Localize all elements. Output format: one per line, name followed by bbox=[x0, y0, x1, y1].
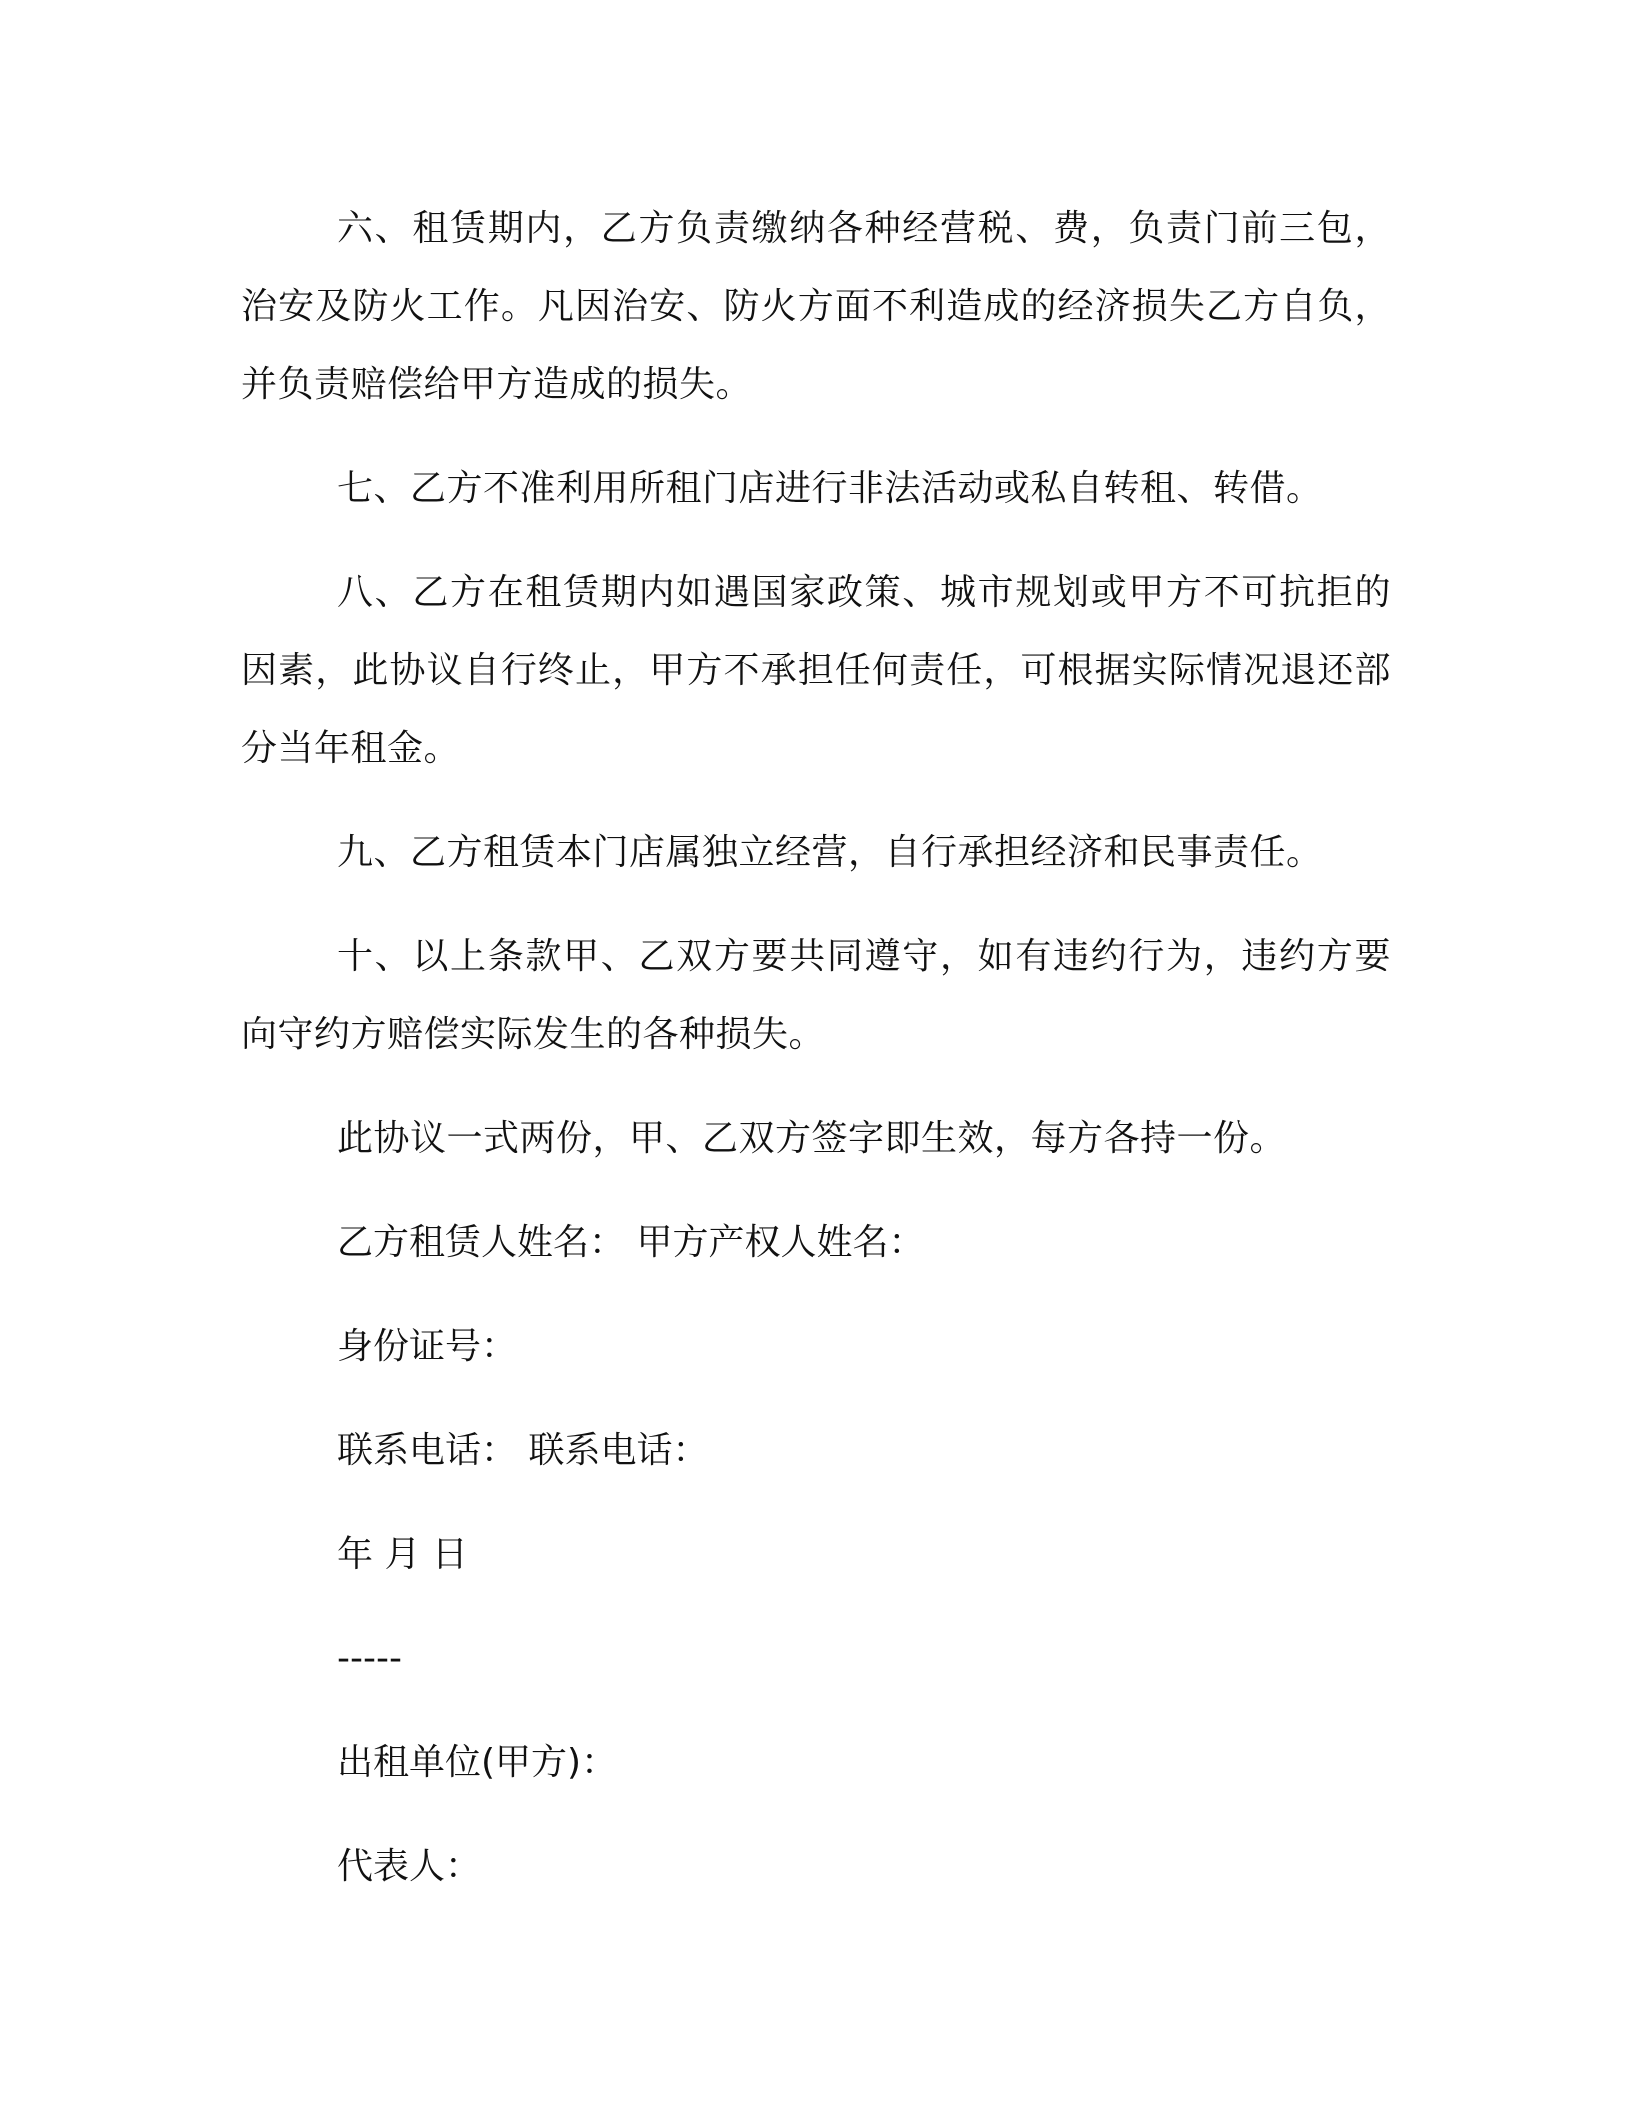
signature-names: 乙方租赁人姓名： 甲方产权人姓名： bbox=[337, 1222, 925, 1263]
signature-date: 年 月 日 bbox=[337, 1534, 468, 1575]
clause-7: 七、乙方不准利用所租门店进行非法活动或私自转租、转借。 bbox=[337, 468, 1323, 509]
signature-id-number: 身份证号： bbox=[337, 1326, 518, 1367]
clause-6: 六、租赁期内，乙方负责缴纳各种经营税、费，负责门前三包，治安及防火工作。凡因治安、防火方面不利造成的经济损失乙方自负，并负责赔偿给甲方造成的损失。 bbox=[241, 208, 1391, 405]
document-body bbox=[241, 190, 1391, 1932]
section-separator: ----- bbox=[337, 1638, 402, 1679]
representative: 代表人： bbox=[337, 1846, 482, 1887]
clause-8: 八、乙方在租赁期内如遇国家政策、城市规划或甲方不可抗拒的因素，此协议自行终止，甲方不承担任何责任，可根据实际情况退还部分当年租金。 bbox=[241, 572, 1391, 769]
signature-phones: 联系电话： 联系电话： bbox=[337, 1430, 709, 1471]
closing-statement: 此协议一式两份，甲、乙双方签字即生效，每方各持一份。 bbox=[337, 1118, 1287, 1159]
lessor-unit: 出租单位(甲方)： bbox=[337, 1742, 618, 1783]
clause-9: 九、乙方租赁本门店属独立经营，自行承担经济和民事责任。 bbox=[337, 832, 1323, 873]
clause-10: 十、以上条款甲、乙双方要共同遵守，如有违约行为，违约方要向守约方赔偿实际发生的各种损失。 bbox=[241, 936, 1391, 1055]
